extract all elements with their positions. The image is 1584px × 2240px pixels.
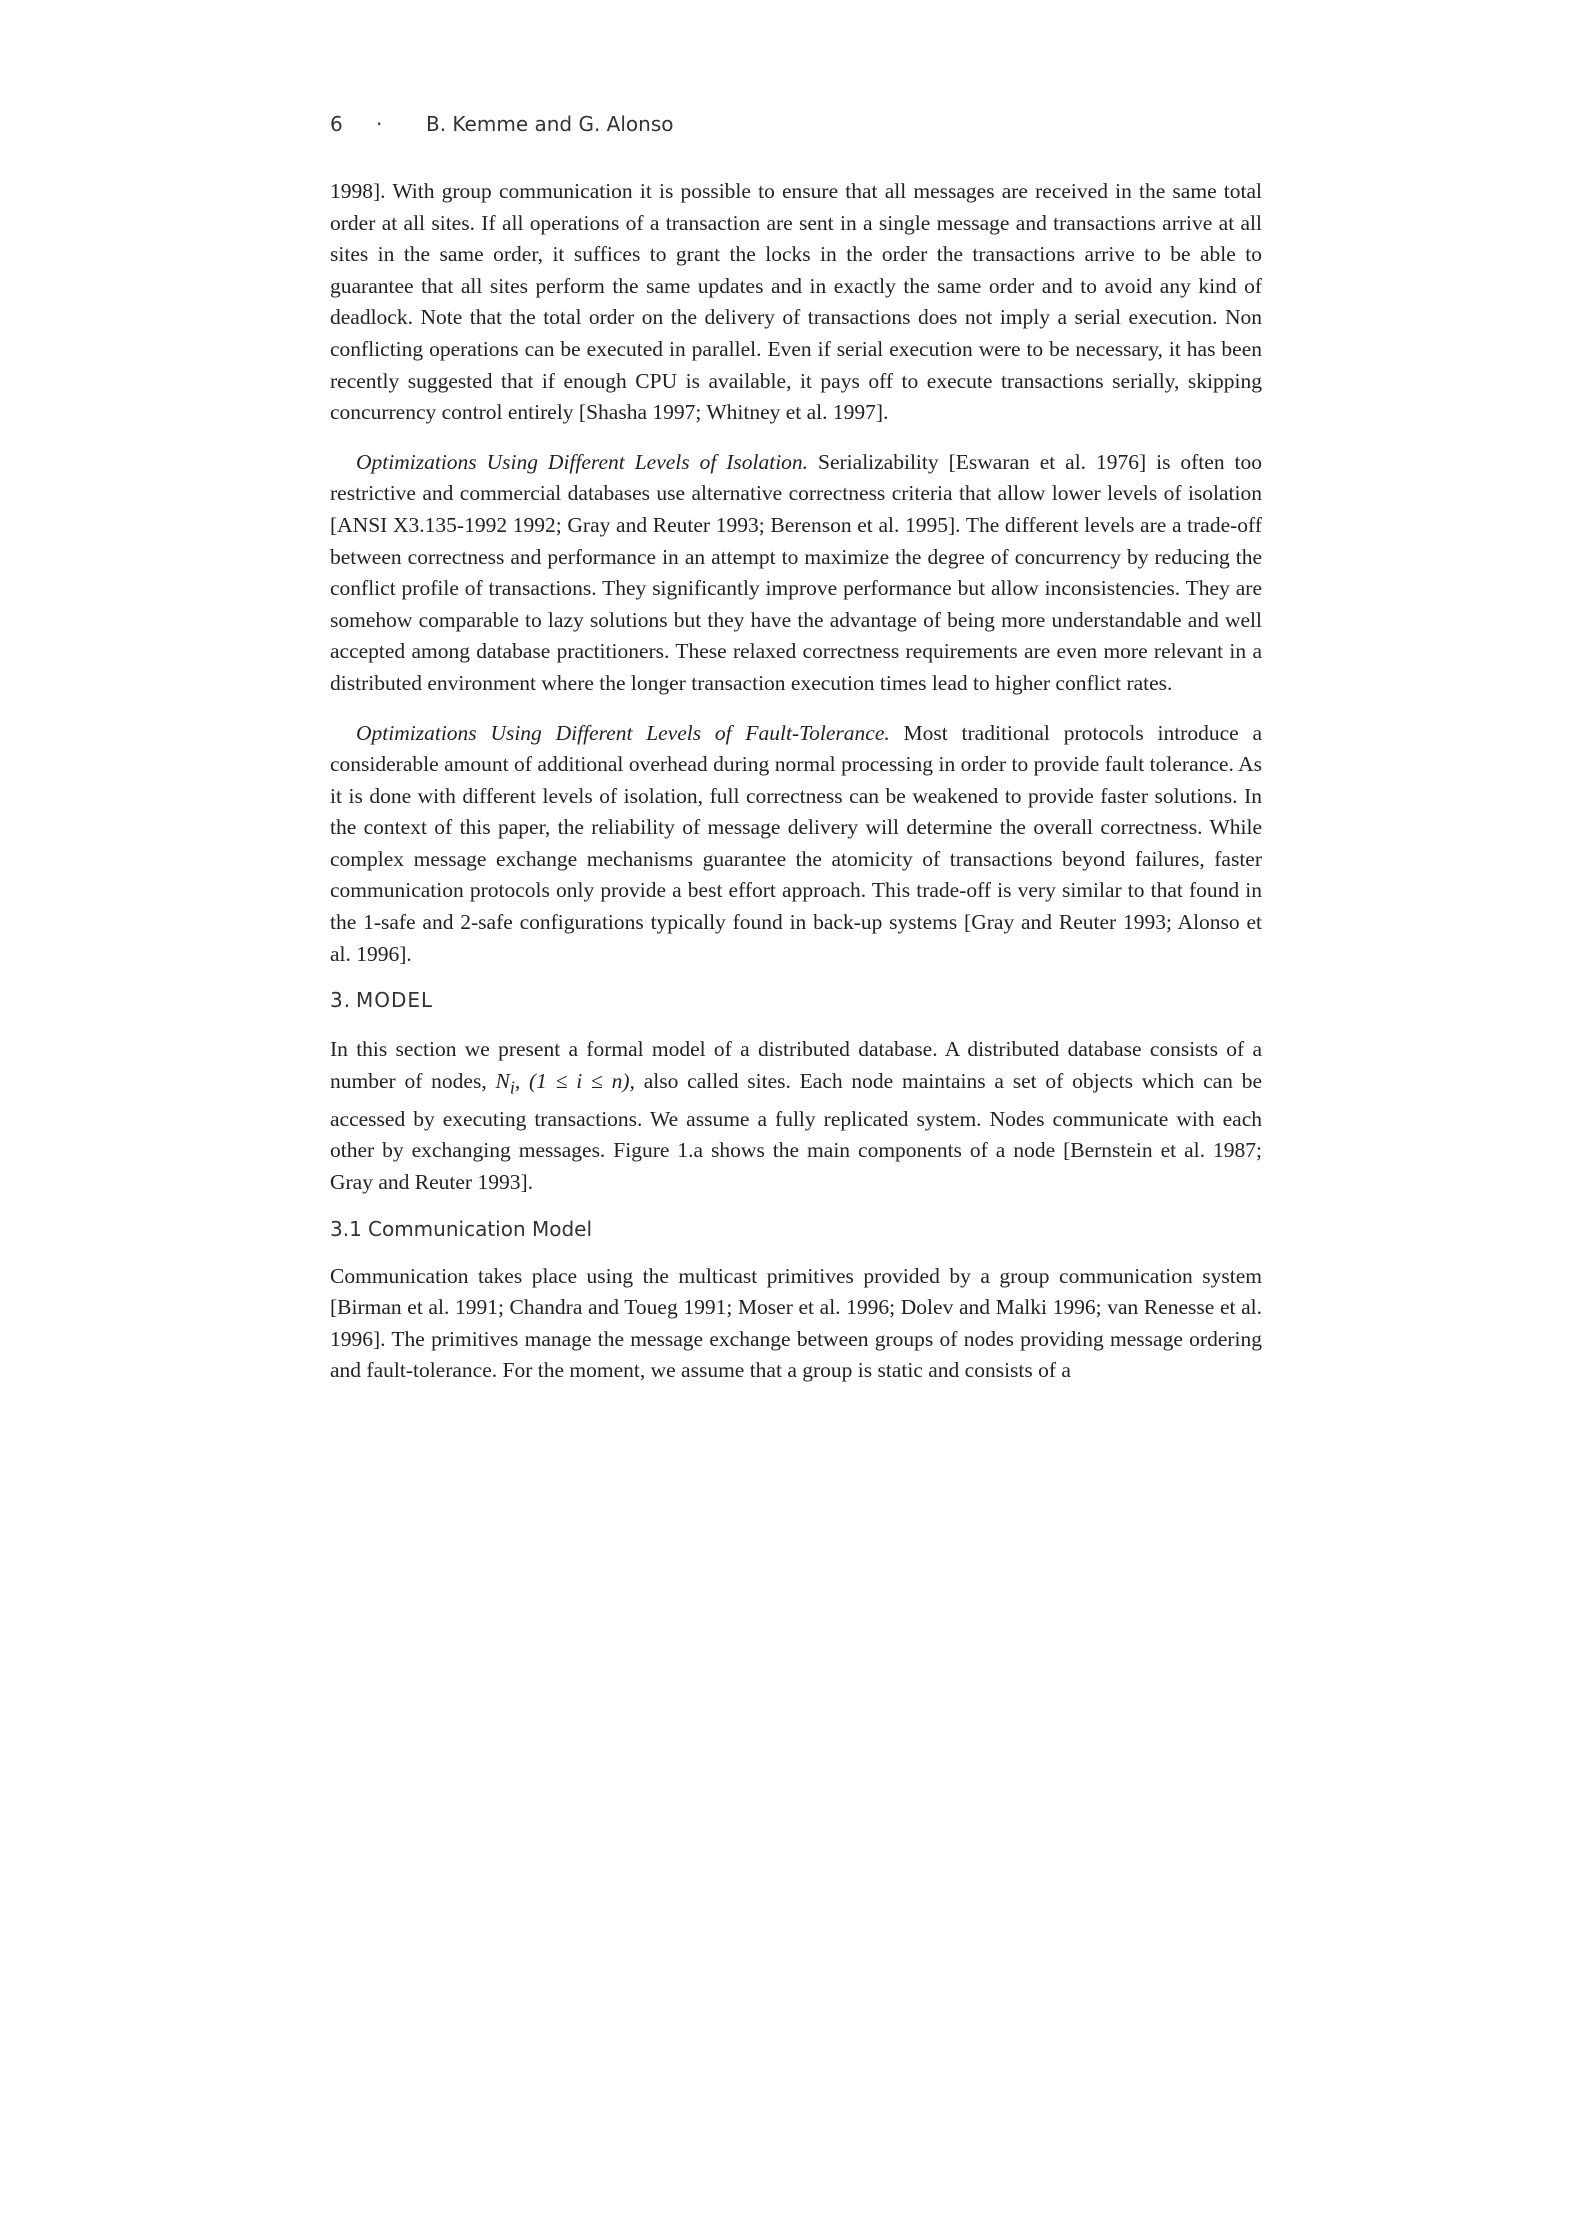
run-in-heading-isolation: Optimizations Using Different Levels of Isolation. (356, 449, 809, 474)
model-text-b: also called sites. Each node maintains a set of objects which can be accessed by executing transactions. We assume a fully replicated system. Nodes communicate with each other by exchanging messages. Figure 1.a shows the main components of a node [Bernstein et al. 1987; Gray and Reuter 1993]. (330, 1068, 1263, 1194)
page-number: 6 (330, 112, 343, 136)
subsection-title: Communication Model (368, 1216, 593, 1241)
math-node: N (495, 1068, 510, 1093)
math-subscript: i (509, 1077, 515, 1098)
section-heading-model (330, 988, 1262, 1012)
header-authors: B. Kemme and G. Alonso (426, 112, 674, 136)
paragraph-fault-tolerance (330, 718, 1262, 971)
paragraph-fault-tolerance-text: Most traditional protocols introduce a considerable amount of additional overhead during normal processing in order to provide fault tolerance. As it is done with different levels of isolation, full correctness can be weakened to provide faster solutions. In the context of this paper, the reliability of message delivery will determine the overall correctness. While complex message exchange mechanisms guarantee the atomicity of transactions beyond failures, faster communication protocols only provide a best effort approach. This trade-off is very similar to that found in the 1-safe and 2-safe configurations typically found in back-up systems [Gray and Reuter 1993; Alonso et al. 1996]. (330, 720, 1263, 966)
section-number: 3. (330, 988, 352, 1013)
paragraph-group-communication: 1998]. With group communication it is possible to ensure that all messages are received in the same total order at all sites. If all operations of a transaction are sent in a single message and transactions arrive at all sites in the same order, it suffices to grant the locks in the order the transactions arrive to be able to guarantee that all sites perform the same updates and in exactly the same order and to avoid any kind of deadlock. Note that the total order on the delivery of transactions does not imply a serial execution. Non conflicting operations can be executed in parallel. Even if serial execution were to be necessary, it has been recently suggested that if enough CPU is available, it pays off to execute transactions serially, skipping concurrency control entirely [Shasha 1997; Whitney et al. 1997]. (330, 179, 1262, 425)
run-in-heading-fault-tolerance: Optimizations Using Different Levels of Fault-Tolerance. (356, 720, 890, 745)
header-separator: · (376, 112, 383, 136)
subsection-number: 3.1 (330, 1216, 362, 1241)
paragraph-communication-model: Communication takes place using the multicast primitives provided by a group communication system [Birman et al. 1991; Chandra and Toueg 1991; Moser et al. 1996; Dolev and Malki 1996; van Renesse et al. 1996]. The primitives manage the message exchange between groups of nodes providing message ordering and fault-tolerance. For the moment, we assume that a group is static and consists of a (330, 1263, 1262, 1383)
page-body (330, 112, 1262, 1405)
paragraph-model: In this section we present a formal model of a distributed database. A distributed database consists of a number of nodes, $N_i$, (1 ≤ i ≤ n), also called sites. Each node maintains a set of objects which can be accessed by executing transactions. We assume a fully replicated system. Nodes communicate with each other by exchanging messages. Figure 1.a shows the main components of a node [Bernstein et al. 1987; Gray and Reuter 1993]. (330, 1037, 1263, 1194)
subsection-heading-communication-model (330, 1217, 1262, 1241)
paragraph-isolation-text: Serializability [Eswaran et al. 1976] is often too restrictive and commercial databases use alternative correctness criteria that allow lower levels of isolation [ANSI X3.135-1992 1992; Gray and Reuter 1993; Berenson et al. 1995]. The different levels are a trade-off between correctness and performance in an attempt to maximize the degree of concurrency by reducing the conflict profile of transactions. They significantly improve performance but allow inconsistencies. They are somehow comparable to lazy solutions but they have the advantage of being more understandable and well accepted among database practitioners. These relaxed correctness requirements are even more relevant in a distributed environment where the longer transaction execution times lead to higher conflict rates. (330, 449, 1262, 695)
math-range: (1 ≤ i ≤ n), (529, 1068, 635, 1093)
section-title: MODEL (356, 988, 434, 1013)
running-head (330, 112, 1262, 142)
paragraph-isolation-levels (330, 447, 1262, 700)
model-text-a: In this section we present a formal model of a distributed database. A distributed database consists of a number of nodes, (330, 1037, 1262, 1093)
